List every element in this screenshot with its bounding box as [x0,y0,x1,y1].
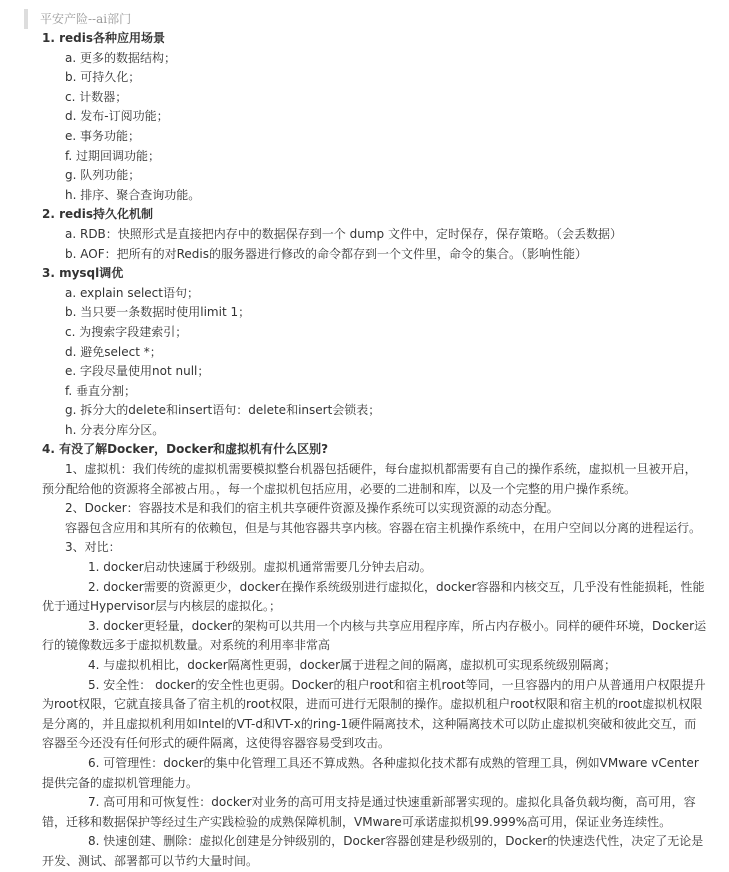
comparison-item: 6. 可管理性：docker的集中化管理工具还不算成熟。各种虚拟化技术都有成熟的管理工具，例如VMware vCenter提供完备的虚拟机管理能力。 [42,755,699,790]
list-item: d. 避免select *； [65,344,162,359]
list-item: e. 字段尽量使用not null； [65,364,210,379]
comparison-item: 3. docker更轻量，docker的架构可以共用一个内核与共享应用程序库，所占内存极小。同样的硬件环境，Docker运行的镜像数远多于虚拟机数量。对系统的利用率非常高 [42,618,707,653]
list-item: d. 发布-订阅功能； [65,109,169,124]
list-item: g. 拆分大的delete和insert语句：delete和insert会锁表； [65,403,381,418]
blockquote: 平安产险--ai部门 [24,9,131,29]
comparison-item: 8. 快速创建、删除：虚拟化创建是分钟级别的，Docker容器创建是秒级别的，Docker的快速迭代性，决定了无论是开发、测试、部署都可以节约大量时间。 [42,834,704,868]
comparison-item: 7. 高可用和可恢复性：docker对业务的高可用支持是通过快速重新部署实现的。虚拟化具备负载均衡，高可用，容错，迁移和数据保护等经过生产实践检验的成熟保障机制，VMware可承诺虚拟机99.999%高可用，保证业务连续性。 [42,795,696,829]
comparison-item: 2. docker需要的资源更少，docker在操作系统级别进行虚拟化，docker容器和内核交互，几乎没有性能损耗，性能优于通过Hypervisor层与内核层的虚拟化。； [42,579,705,614]
list-item: c. 为搜索字段建索引； [65,324,188,339]
comparison-item: 1. docker启动快速属于秒级别。虚拟机通常需要几分钟去启动。 [88,560,432,575]
paragraph-container: 容器包含应用和其所有的依赖包，但是与其他容器共享内核。容器在宿主机操作系统中，在用户空间以分离的进程运行。 [65,520,702,535]
comparison-item: 5. 安全性： docker的安全性也更弱。Docker的租户root和宿主机root等同，一旦容器内的用户从普通用户权限提升为root权限，它就直接具备了宿主机的root权限，进而可进行无限制的操作。虚拟机租户root权限和宿主机的root虚拟机权限是分离的，并且虚拟机利用如Intel的VT-d和VT-x的ring-1硬件隔离技术，这种隔离技术可以防止虚拟机突破和彼此交互，而容器至今还没有任何形式的硬件隔离，这使得容器容易受到攻击。 [42,677,706,751]
paragraph-docker: 2、Docker：容器技术是和我们的宿主机共享硬件资源及操作系统可以实现资源的动态分配。 [65,501,559,516]
list-item: b. 当只要一条数据时使用limit 1； [65,305,251,320]
list-item: f. 垂直分割； [65,383,136,398]
document-body [42,29,707,872]
section-heading: 4. 有没了解Docker，Docker和虚拟机有什么区别? [42,442,329,457]
list-item: b. AOF：把所有的对Redis的服务器进行修改的命令都存到一个文件里，命令的集合。（影响性能） [65,246,587,261]
list-item: e. 事务功能； [65,128,141,143]
list-item: h. 分表分库分区。 [65,422,165,437]
section-redis-persistence [42,205,707,264]
section-docker-vs-vm [42,440,707,871]
paragraph-vm: 1、虚拟机：我们传统的虚拟机需要模拟整台机器包括硬件，每台虚拟机都需要有自己的操作系统，虚拟机一旦被开启，预分配给他的资源将全部被占用。，每一个虚拟机包括应用，必要的二进制和库，以及一个完整的用户操作系统。 [42,462,697,496]
paragraph-comparison-label: 3、对比： [65,540,121,555]
section-redis-scenarios [42,29,707,205]
section-heading: 1. redis各种应用场景 [42,31,165,45]
list-item: h. 排序、聚合查询功能。 [65,187,201,202]
list-item: f. 过期回调功能； [65,148,160,163]
list-item: c. 计数器； [65,89,128,104]
list-item: a. RDB：快照形式是直接把内存中的数据保存到一个 dump 文件中，定时保存，保存策略。（会丢数据） [65,226,622,241]
list-item: b. 可持久化； [65,70,141,85]
section-heading: 2. redis持久化机制 [42,207,153,222]
list-item: a. 更多的数据结构； [65,50,176,65]
section-heading: 3. mysql调优 [42,266,124,281]
comparison-item: 4. 与虚拟机相比，docker隔离性更弱，docker属于进程之间的隔离，虚拟机可实现系统级别隔离； [88,658,617,672]
list-item: a. explain select语句； [65,285,199,300]
section-mysql-tuning [42,264,707,440]
list-item: g. 队列功能； [65,168,141,183]
